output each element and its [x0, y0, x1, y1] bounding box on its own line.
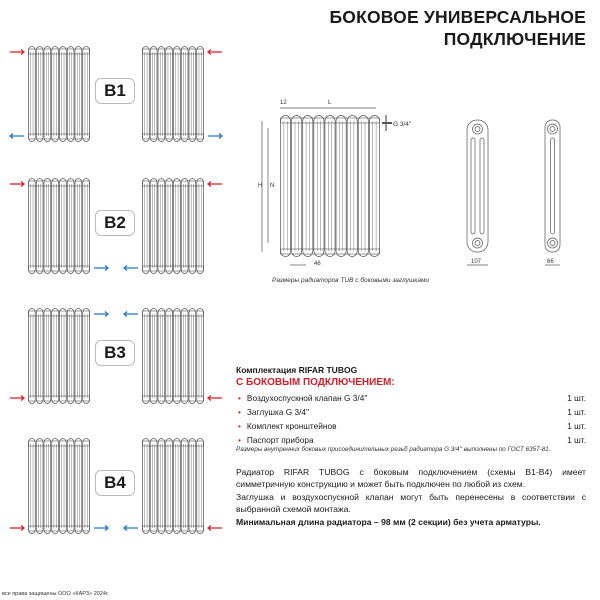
- radiator-right: [143, 309, 204, 404]
- dim-12: 12: [280, 100, 287, 106]
- dim-L: L: [328, 100, 332, 106]
- supply-arrow-icon: [208, 526, 222, 531]
- scheme-b1: [0, 40, 232, 150]
- bullet-icon: •: [238, 421, 241, 431]
- kit-item: [236, 433, 586, 447]
- scheme-label: B3: [95, 340, 135, 366]
- return-arrow-icon: [94, 312, 108, 317]
- radiator-right: [143, 439, 204, 534]
- kit-subheading: С БОКОВЫМ ПОДКЛЮЧЕНИЕМ:: [236, 377, 395, 388]
- scheme-label: B2: [95, 210, 135, 236]
- description-p2: Заглушка и воздухоспускной клапан могут быть перенесены в соответствии с выбранной схемой монтажа.: [236, 491, 586, 515]
- return-arrow-icon: [124, 266, 138, 271]
- return-arrow-icon: [124, 312, 138, 317]
- kit-item-name: Воздухоспускной клапан G 3/4'': [246, 393, 368, 403]
- supply-arrow-icon: [208, 396, 222, 401]
- drawing-caption: Размеры радиаторов TUB с боковыми заглушками: [272, 277, 430, 284]
- radiator-left: [29, 179, 90, 274]
- kit-item-qty: 1 шт.: [567, 393, 586, 403]
- return-arrow-icon: [124, 526, 138, 531]
- kit-heading: Комплектация RIFAR TUBOG: [236, 365, 358, 375]
- supply-arrow-icon: [208, 50, 222, 55]
- radiator-left: [29, 439, 90, 534]
- radiator-left: [29, 309, 90, 404]
- copyright: все права защищены ООО «КАРЗ» 2024г.: [2, 591, 109, 597]
- supply-arrow-icon: [10, 50, 24, 55]
- kit-section: [236, 365, 586, 447]
- radiator-side-view-107: [467, 120, 488, 265]
- kit-item: [236, 405, 586, 419]
- radiator-left: [29, 47, 90, 142]
- scheme-b3: [0, 302, 232, 412]
- return-arrow-icon: [94, 266, 108, 271]
- scheme-b2: [0, 172, 232, 282]
- description: [236, 466, 586, 528]
- return-arrow-icon: [94, 526, 108, 531]
- depth-107: 107: [471, 259, 482, 265]
- kit-item: [236, 419, 586, 433]
- return-arrow-icon: [10, 134, 24, 139]
- thread-label: G 3/4'': [393, 121, 412, 128]
- kit-item: [236, 391, 586, 405]
- scheme-label: B4: [95, 470, 135, 496]
- description-p1: Радиатор RIFAR TUBOG с боковым подключением (схемы В1-В4) имеет симметричную конструкцию и может быть подключен по любой из схем.: [236, 467, 586, 490]
- bullet-icon: •: [238, 393, 241, 403]
- depth-66: 66: [547, 259, 554, 265]
- description-p3: Минимальная длина радиатора – 98 мм (2 секции) без учета арматуры.: [236, 516, 541, 527]
- supply-arrow-icon: [208, 182, 222, 187]
- bullet-icon: •: [238, 407, 241, 417]
- kit-item-name: Комплект кронштейнов: [246, 421, 337, 431]
- supply-arrow-icon: [10, 182, 24, 187]
- radiator-right: [143, 179, 204, 274]
- kit-item-qty: 1 шт.: [567, 421, 586, 431]
- radiator-front-view: [281, 116, 380, 257]
- bullet-icon: •: [238, 435, 241, 445]
- kit-item-name: Паспорт прибора: [246, 435, 314, 445]
- kit-item-qty: 1 шт.: [567, 435, 586, 445]
- dim-H: H: [258, 183, 263, 189]
- kit-item-qty: 1 шт.: [567, 407, 586, 417]
- dim-N: N: [270, 183, 275, 189]
- radiator-side-view-66: [545, 120, 560, 265]
- supply-arrow-icon: [10, 396, 24, 401]
- dim-46: 46: [314, 261, 321, 267]
- thread-note: Размеры внутренних боковых присоединительных резьб радиатора G 3/4'' выполнены по ГОСТ 6357-81.: [236, 446, 551, 453]
- page-title: БОКОВОЕ УНИВЕРСАЛЬНОЕ ПОДКЛЮЧЕНИЕ: [329, 7, 586, 49]
- supply-arrow-icon: [10, 526, 24, 531]
- kit-list: [236, 391, 586, 447]
- scheme-label: B1: [95, 78, 135, 104]
- scheme-b4: [0, 432, 232, 542]
- return-arrow-icon: [208, 134, 222, 139]
- kit-item-name: Заглушка G 3/4'': [246, 407, 310, 417]
- radiator-right: [143, 47, 204, 142]
- technical-drawing: [258, 95, 598, 275]
